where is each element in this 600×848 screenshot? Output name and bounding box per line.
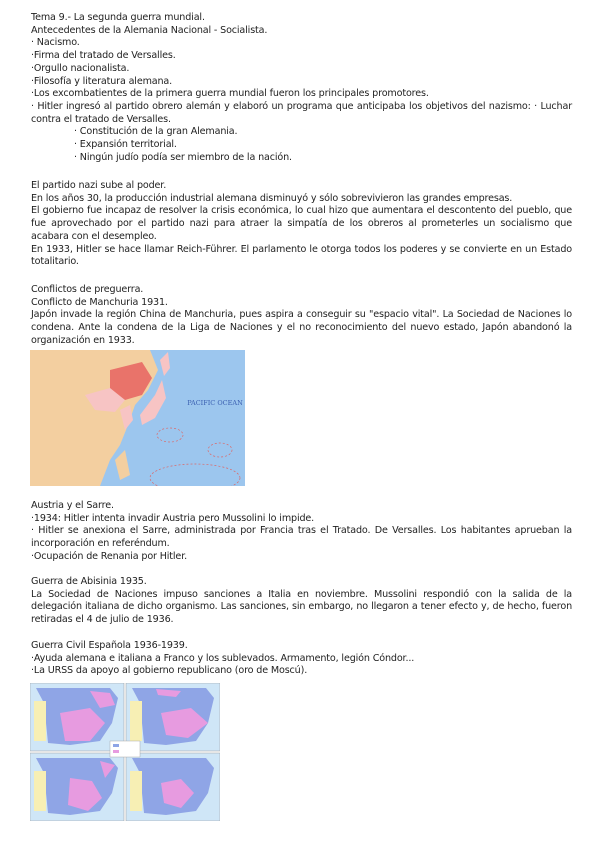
heading-abisinia: Guerra de Abisinia 1935.	[31, 576, 147, 587]
heading-conflictos: Conflictos de preguerra.	[31, 284, 144, 295]
paragraph: En los años 30, la producción industrial alemana disminuyó y sólo sobrevivieron las grandes empresas.	[31, 192, 513, 204]
document-title: Tema 9.- La segunda guerra mundial.	[31, 12, 205, 23]
hitler-paragraph: · Hitler ingresó al partido obrero alemán y elaboró un programa que anticipaba los objetivos del nazismo: · Luchar contra el tratado de Versalles.	[31, 100, 572, 125]
list-item: · Hitler se anexiona el Sarre, administrada por Francia tras el Tratado. De Versalles. Los habitantes aprueban la incorporación en referéndum.	[31, 525, 572, 550]
list-item: · Ningún judío podía ser miembro de la nación.	[74, 151, 292, 163]
map-label: PACIFIC OCEAN	[187, 399, 243, 407]
paragraph: Japón invade la región China de Manchuria, pues aspira a conseguir su "espacio vital". La Sociedad de Naciones lo condena. Ante la condena de la Liga de Naciones y el no reconocimiento del nuevo estado, Japón abandonó la organización en 1933.	[31, 309, 572, 346]
list-item: ·Los excombatientes de la primera guerra mundial fueron los principales promotores.	[31, 88, 429, 100]
list-item: ·La URSS da apoyo al gobierno republicano (oro de Moscú).	[31, 665, 308, 677]
paragraph: En 1933, Hitler se hace llamar Reich-Führer. El parlamento le otorga todos los poderes y se convierte en un Estado totalitario.	[31, 243, 572, 268]
manchuria-map-image	[30, 350, 245, 486]
list-item: ·Ocupación de Renania por Hitler.	[31, 550, 188, 562]
spanish-civil-war-maps-image	[30, 683, 220, 821]
list-item: · Constitución de la gran Alemania.	[74, 126, 238, 138]
section-guerra-civil	[31, 640, 572, 678]
list-item: ·Firma del tratado de Versalles.	[31, 50, 176, 62]
section-antecedentes	[31, 12, 572, 164]
paragraph: La Sociedad de Naciones impuso sanciones a Italia en noviembre. Mussolini respondió con la salida de la delegación italiana de dicho organismo. Las sanciones, sin embargo, no llegaron a tener efecto y, de hecho, fueron retiradas el 4 de julio de 1936.	[31, 588, 572, 626]
list-item: ·Orgullo nacionalista.	[31, 62, 130, 74]
section-abisinia	[31, 576, 572, 627]
paragraph: El gobierno fue incapaz de resolver la crisis económica, lo cual hizo que aumentara el descontento del pueblo, que fue aprovechado por el partido nazi para atraer la simpatía de los obreros al prometerles un socialismo que acabara con el desempleo.	[31, 205, 572, 242]
section-austria	[31, 500, 572, 564]
section-partido-nazi	[31, 180, 572, 269]
heading-antecedentes: Antecedentes de la Alemania Nacional - Socialista.	[31, 24, 268, 36]
heading-austria: Austria y el Sarre.	[31, 500, 114, 511]
list-item: ·Ayuda alemana e italiana a Franco y los sublevados. Armamento, legión Cóndor...	[31, 652, 415, 664]
heading-partido-nazi: El partido nazi sube al poder.	[31, 180, 167, 191]
section-conflictos	[31, 284, 572, 348]
list-item: ·Filosofía y literatura alemana.	[31, 75, 173, 87]
list-item: · Nacismo.	[31, 37, 80, 49]
list-item: · Expansión territorial.	[74, 139, 177, 151]
heading-guerra-civil: Guerra Civil Española 1936-1939.	[31, 640, 188, 651]
heading-manchuria: Conflicto de Manchuria 1931.	[31, 296, 168, 308]
list-item: ·1934: Hitler intenta invadir Austria pero Mussolini lo impide.	[31, 512, 315, 524]
